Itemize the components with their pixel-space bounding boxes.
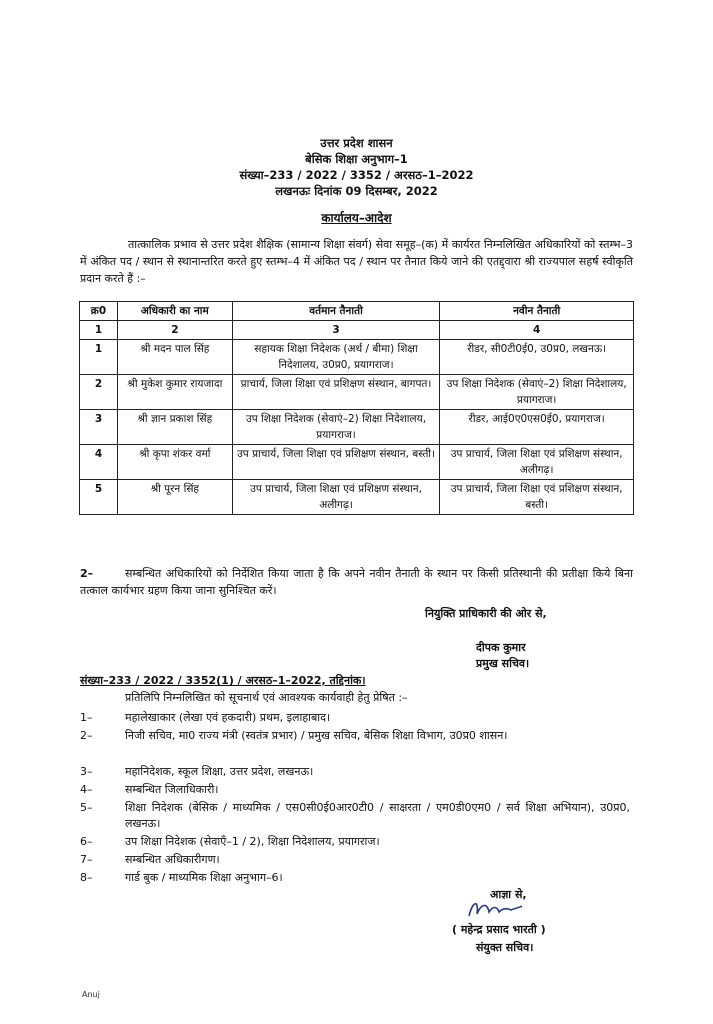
copy-list-text: निजी सचिव, मा0 राज्य मंत्री (स्वतंत्र प्रभार) / प्रमुख सचिव, बेसिक शिक्षा विभाग, उ0प्र0 शासन। [125,729,508,742]
col-number: 1 [80,321,118,340]
table-row [80,410,634,445]
footer-initials: Anuj [82,990,100,999]
copy-list-number: 3– [80,765,93,778]
cell-current: सहायक शिक्षा निदेशक (अर्थ / बीमा) शिक्षा निदेशालय, उ0प्र0, प्रयागराज। [232,340,440,375]
copy-list-number: 8– [80,871,93,884]
header-new-posting: नवीन तैनाती [440,302,634,321]
copy-list-text: सम्बन्धित जिलाधिकारी। [125,783,219,796]
cell-sno: 4 [80,445,118,480]
cell-new: उप प्राचार्य, जिला शिक्षा एवं प्रशिक्षण संस्थान, अलीगढ़। [440,445,634,480]
cell-name: श्री ज्ञान प्रकाश सिंह [117,410,232,445]
header-line-4: लखनऊः दिनांक 09 दिसम्बर, 2022 [275,184,438,198]
cell-sno: 3 [80,410,118,445]
cell-new: उप शिक्षा निदेशक (सेवाएं–2) शिक्षा निदेशालय, प्रयागराज। [440,375,634,410]
table-header-row [80,302,634,321]
cell-new: रीडर, आई0ए0एस0ई0, प्रयागराज। [440,410,634,445]
copy-list-number: 1– [80,711,93,724]
table-row [80,375,634,410]
copy-list-number: 5– [80,801,93,814]
intro-paragraph: तात्कालिक प्रभाव से उत्तर प्रदेश शैक्षिक (सामान्य शिक्षा संवर्ग) सेवा समूह–(क) में कार्यरत निम्नलिखित अधिकारियों को स्तम्भ–3 में अंकित पद / स्थान से स्थानान्तरित करते हुए स्तम्भ–4 में अंकित पद / स्थान पर तैनात किये जाने की एतद्द्वारा श्री राज्यपाल सहर्ष स्वीकृति प्रदान करते हैं :– [80,238,633,285]
handwritten-signature [465,896,525,922]
authority-line: नियुक्ति प्राधिकारी की ओर से, [425,607,547,620]
copy-list-text: शिक्षा निदेशक (बेसिक / माध्यमिक / एस0सी0ई0आर0टी0 / साक्षरता / एम0डी0एम0 / सर्व शिक्षा अभियान), उ0प्र0, लखनऊ। [125,801,630,830]
order-line: आज्ञा से, [490,888,527,901]
header-sno: क्र0 [80,302,118,321]
cell-current: उप शिक्षा निदेशक (सेवाएं–2) शिक्षा निदेशालय, प्रयागराज। [232,410,440,445]
cell-new: उप प्राचार्य, जिला शिक्षा एवं प्रशिक्षण संस्थान, बस्ती। [440,480,634,515]
cell-sno: 1 [80,340,118,375]
cell-new: रीडर, सी0टी0ई0, उ0प्र0, लखनऊ। [440,340,634,375]
header-line-3: संख्या–233 / 2022 / 3352 / अरसठ–1–2022 [239,168,474,182]
copy-reference: संख्या–233 / 2022 / 3352(1) / अरसठ–1–2022, तद्दिनांक। [80,674,366,687]
header-name: अधिकारी का नाम [117,302,232,321]
copy-intro: प्रतिलिपि निम्नलिखित को सूचनार्थ एवं आवश्यक कार्यवाही हेतु प्रेषित :– [125,691,408,704]
col-number: 3 [232,321,440,340]
transfer-table [79,301,634,515]
cell-sno: 2 [80,375,118,410]
signatory2-designation: संयुक्त सचिव। [476,941,534,954]
signatory2-name: ( महेन्द्र प्रसाद भारती ) [452,923,546,936]
copy-list-number: 6– [80,835,93,848]
header-current-posting: वर्तमान तैनाती [232,302,440,321]
column-number-row [80,321,634,340]
office-order-title [0,209,713,226]
signatory1-designation: प्रमुख सचिव। [476,657,530,670]
para2-number: 2– [80,567,94,580]
col-number: 2 [117,321,232,340]
header-line-1: उत्तर प्रदेश शासन [320,136,393,150]
table-row [80,340,634,375]
para2-text: सम्बन्धित अधिकारियों को निर्देशित किया जाता है कि अपने नवीन तैनाती के स्थान पर किसी प्रतिस्थानी की प्रतीक्षा किये बिना तत्काल कार्यभार ग्रहण किया जाना सुनिश्चित करें। [80,567,633,597]
copy-list-number: 4– [80,783,93,796]
cell-name: श्री मुकेश कुमार रायजादा [117,375,232,410]
office-order-title-text: कार्यालय–आदेश [321,211,392,225]
table-row [80,480,634,515]
table-row [80,445,634,480]
copy-list-number: 7– [80,853,93,866]
cell-current: प्राचार्य, जिला शिक्षा एवं प्रशिक्षण संस्थान, बागपत। [232,375,440,410]
copy-list-text: गार्ड बुक / माध्यमिक शिक्षा अनुभाग–6। [125,871,283,884]
signature-stroke [469,904,522,916]
cell-sno: 5 [80,480,118,515]
copy-list-number: 2– [80,729,93,742]
header-line-2: बेसिक शिक्षा अनुभाग–1 [305,152,408,166]
signatory1-name: दीपक कुमार [476,641,526,654]
cell-name: श्री कृपा शंकर वर्मा [117,445,232,480]
cell-current: उप प्राचार्य, जिला शिक्षा एवं प्रशिक्षण संस्थान, बस्ती। [232,445,440,480]
copy-list-text: सम्बन्धित अधिकारीगण। [125,853,220,866]
copy-list-text: महानिदेशक, स्कूल शिक्षा, उत्तर प्रदेश, लखनऊ। [125,765,314,778]
col-number: 4 [440,321,634,340]
cell-name: श्री पूरन सिंह [117,480,232,515]
copy-list-text: उप शिक्षा निदेशक (सेवाएँ–1 / 2), शिक्षा निदेशालय, प्रयागराज। [125,835,380,848]
cell-current: उप प्राचार्य, जिला शिक्षा एवं प्रशिक्षण संस्थान, अलीगढ़। [232,480,440,515]
copy-list-text: महालेखाकार (लेखा एवं हकदारी) प्रथम, इलाहाबाद। [125,711,331,724]
cell-name: श्री मदन पाल सिंह [117,340,232,375]
